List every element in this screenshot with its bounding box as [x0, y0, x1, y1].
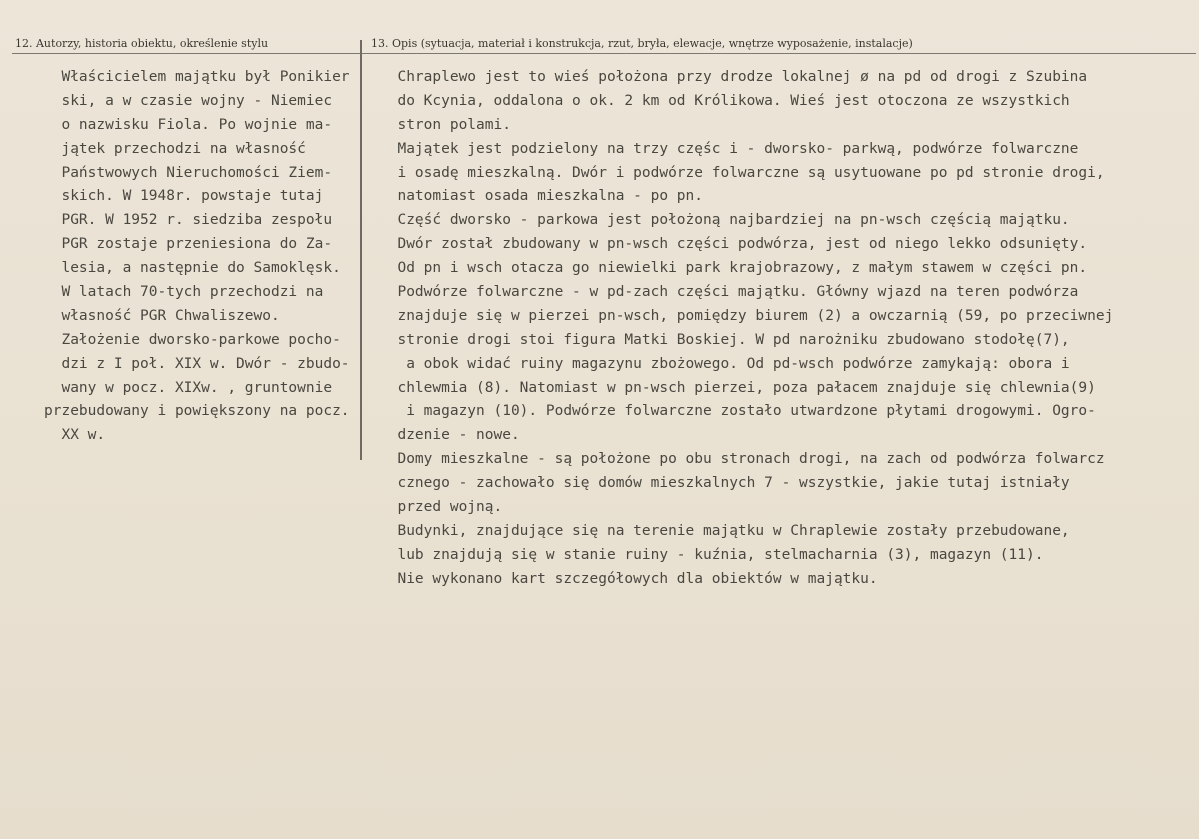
- history-text-line: W latach 70-tych przechodzi na: [44, 284, 324, 301]
- history-text-line: PGR. W 1952 r. siedziba zespołu: [44, 212, 333, 229]
- description-text-line: Majątek jest podzielony na trzy częśc i - dworsko- parkwą, podwórze folwarczne: [380, 140, 1079, 157]
- description-text-line: stron polami.: [380, 116, 511, 133]
- history-text-line: skich. W 1948r. powstaje tutaj: [44, 188, 324, 205]
- column-divider: [360, 40, 362, 460]
- description-text-line: przed wojną.: [380, 499, 503, 516]
- history-text-line: o nazwisku Fiola. Po wojnie ma-: [44, 116, 333, 133]
- history-text-line: PGR zostaje przeniesiona do Za-: [44, 236, 333, 253]
- description-text-line: i osadę mieszkalną. Dwór i podwórze folwarczne są usytuowane po pd stronie drogi,: [380, 164, 1105, 181]
- history-text-line: ski, a w czasie wojny - Niemiec: [44, 92, 333, 109]
- description-text-line: Budynki, znajdujące się na terenie majątku w Chraplewie zostały przebudowane,: [380, 522, 1070, 539]
- description-text-line: natomiast osada mieszkalna - po pn.: [380, 188, 704, 205]
- history-text-line: Państwowych Nieruchomości Ziem-: [44, 164, 333, 181]
- description-text-line: lub znajdują się w stanie ruiny - kuźnia, stelmacharnia (3), magazyn (11).: [380, 546, 1044, 563]
- history-text-line: Założenie dworsko-parkowe pocho-: [44, 331, 341, 348]
- description-text-line: Chraplewo jest to wieś położona przy drodze lokalnej ø na pd od drogi z Szubina: [380, 69, 1088, 85]
- description-text-line: Od pn i wsch otacza go niewielki park krajobrazowy, z małym stawem w części pn.: [380, 260, 1088, 277]
- history-text-line: lesia, a następnie do Samoklęsk.: [44, 260, 341, 277]
- description-text-line: Część dworsko - parkowa jest położoną najbardziej na pn-wsch częścią majątku.: [380, 212, 1070, 229]
- description-text-line: cznego - zachowało się domów mieszkalnych 7 - wszystkie, jakie tutaj istniały: [380, 475, 1070, 492]
- description-text-line: i magazyn (10). Podwórze folwarczne zostało utwardzone płytami drogowymi. Ogro-: [380, 403, 1096, 420]
- section-13-heading: 13. Opis (sytuacja, materiał i konstrukcja, rzut, bryła, elewacje, wnętrze wyposażenie, instalacje): [371, 37, 913, 50]
- description-text-line: Dwór został zbudowany w pn-wsch części podwórza, jest od niego lekko odsunięty.: [380, 236, 1088, 253]
- description-text-line: Nie wykonano kart szczegółowych dla obiektów w majątku.: [380, 570, 878, 587]
- history-text-line: wany w pocz. XIXw. , gruntownie: [44, 379, 333, 396]
- description-text-line: Podwórze folwarczne - w pd-zach części majątku. Główny wjazd na teren podwórza: [380, 284, 1079, 301]
- description-text-line: znajduje się w pierzei pn-wsch, pomiędzy biurem (2) a owczarnią (59, po przeciwnej: [380, 307, 1114, 324]
- history-text-line: własność PGR Chwaliszewo.: [44, 307, 280, 324]
- history-text-line: XX w.: [44, 427, 106, 444]
- description-text-line: do Kcynia, oddalona o ok. 2 km od Królikowa. Wieś jest otoczona ze wszystkich: [380, 92, 1070, 109]
- history-text-line: przebudowany i powiększony na pocz.: [44, 403, 350, 420]
- history-text-line: dzi z I poł. XIX w. Dwór - zbudo-: [44, 355, 350, 372]
- description-column: [380, 66, 1113, 592]
- description-text-line: stronie drogi stoi figura Matki Boskiej. W pd narożniku zbudowano stodołę(7),: [380, 331, 1070, 348]
- history-column: [44, 66, 350, 448]
- description-text-line: chlewmia (8). Natomiast w pn-wsch pierzei, poza pałacem znajduje się chlewnia(9): [380, 379, 1096, 396]
- section-12-heading: 12. Autorzy, historia obiektu, określenie stylu: [15, 37, 269, 50]
- history-text-line: Właścicielem majątku był Ponikier: [44, 69, 350, 85]
- description-text-line: dzenie - nowe.: [380, 427, 520, 444]
- description-text-line: a obok widać ruiny magazynu zbożowego. Od pd-wsch podwórze zamykają: obora i: [380, 355, 1070, 372]
- description-text-line: Domy mieszkalne - są położone po obu stronach drogi, na zach od podwórza folwarcz: [380, 451, 1105, 468]
- history-text-line: jątek przechodzi na własność: [44, 140, 306, 157]
- header-divider: [12, 53, 1196, 54]
